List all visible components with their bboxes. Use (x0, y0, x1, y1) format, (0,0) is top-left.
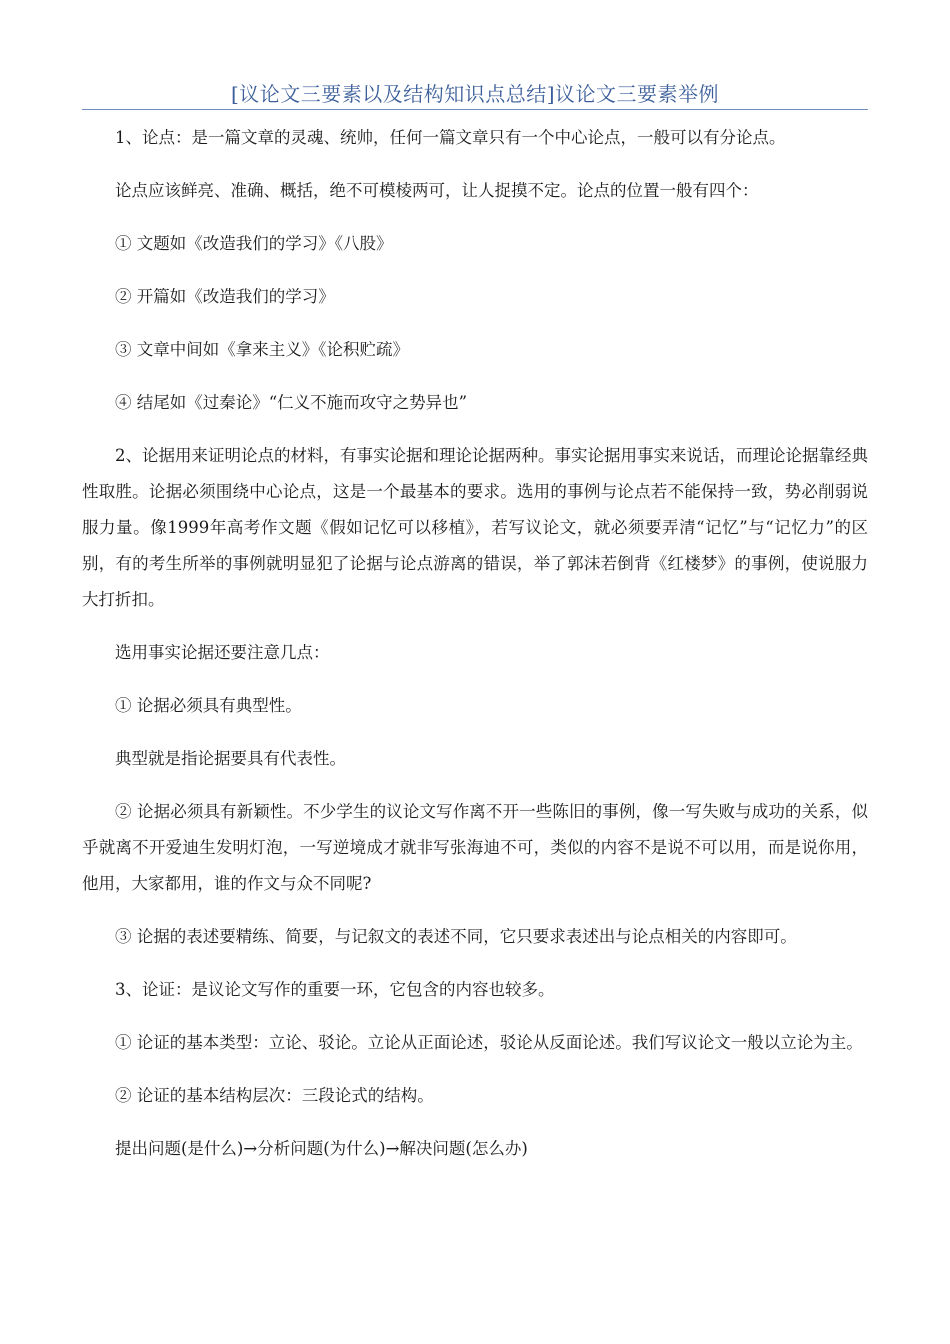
list-item-argumentation-structure: ② 论证的基本结构层次：三段论式的结构。 (115, 1086, 434, 1105)
document-title: [议论文三要素以及结构知识点总结]议论文三要素举例 (230, 82, 720, 106)
document-body (82, 120, 868, 1184)
list-item-evidence-concise: ③ 论据的表述要精练、简要，与记叙文的表述不同，它只要求表述出与论点相关的内容即可。 (115, 927, 797, 946)
list-item-point-ending: ④ 结尾如《过秦论》“仁义不施而攻守之势异也” (115, 393, 468, 412)
list-item-point-title: ① 文题如《改造我们的学习》《八股》 (115, 234, 393, 253)
paragraph-point-requirements: 论点应该鲜亮、准确、概括，绝不可模棱两可，让人捉摸不定。论点的位置一般有四个： (115, 181, 759, 200)
list-item-argumentation-types: ① 论证的基本类型：立论、驳论。立论从正面论述，驳论从反面论述。我们写议论文一般以立论为主。 (115, 1033, 863, 1052)
list-item-point-opening: ② 开篇如《改造我们的学习》 (115, 287, 335, 306)
paragraph-typical-definition: 典型就是指论据要具有代表性。 (115, 749, 346, 768)
paragraph-argumentation: 3、论证：是议论文写作的重要一环，它包含的内容也较多。 (115, 980, 555, 999)
paragraph-argument-point: 1、论点：是一篇文章的灵魂、统帅，任何一篇文章只有一个中心论点，一般可以有分论点。 (115, 128, 786, 147)
paragraph-structure-flow: 提出问题(是什么)→分析问题(为什么)→解决问题(怎么办) (115, 1139, 528, 1158)
list-item-evidence-typical: ① 论据必须具有典型性。 (115, 696, 302, 715)
list-item-point-middle: ③ 文章中间如《拿来主义》《论积贮疏》 (115, 340, 409, 359)
list-item-evidence-novel: ② 论据必须具有新颖性。不少学生的议论文写作离不开一些陈旧的事例，像一写失败与成功的关系，似乎就离不开爱迪生发明灯泡，一写逆境成才就非写张海迪不可，类似的内容不是说不可以用，而是说你用，他用，大家都用，谁的作文与众不同呢? (82, 802, 868, 893)
paragraph-evidence-notes: 选用事实论据还要注意几点： (115, 643, 330, 662)
title-underline (82, 109, 868, 110)
paragraph-evidence: 2、论据用来证明论点的材料，有事实论据和理论论据两种。事实论据用事实来说话，而理论论据靠经典性取胜。论据必须围绕中心论点，这是一个最基本的要求。选用的事例与论点若不能保持一致，势必削弱说服力量。像1999年高考作文题《假如记忆可以移植》，若写议论文，就必须要弄清“记忆”与“记忆力”的区别，有的考生所举的事例就明显犯了论据与论点游离的错误，举了郭沫若倒背《红楼梦》的事例，使说服力大打折扣。 (82, 446, 868, 609)
